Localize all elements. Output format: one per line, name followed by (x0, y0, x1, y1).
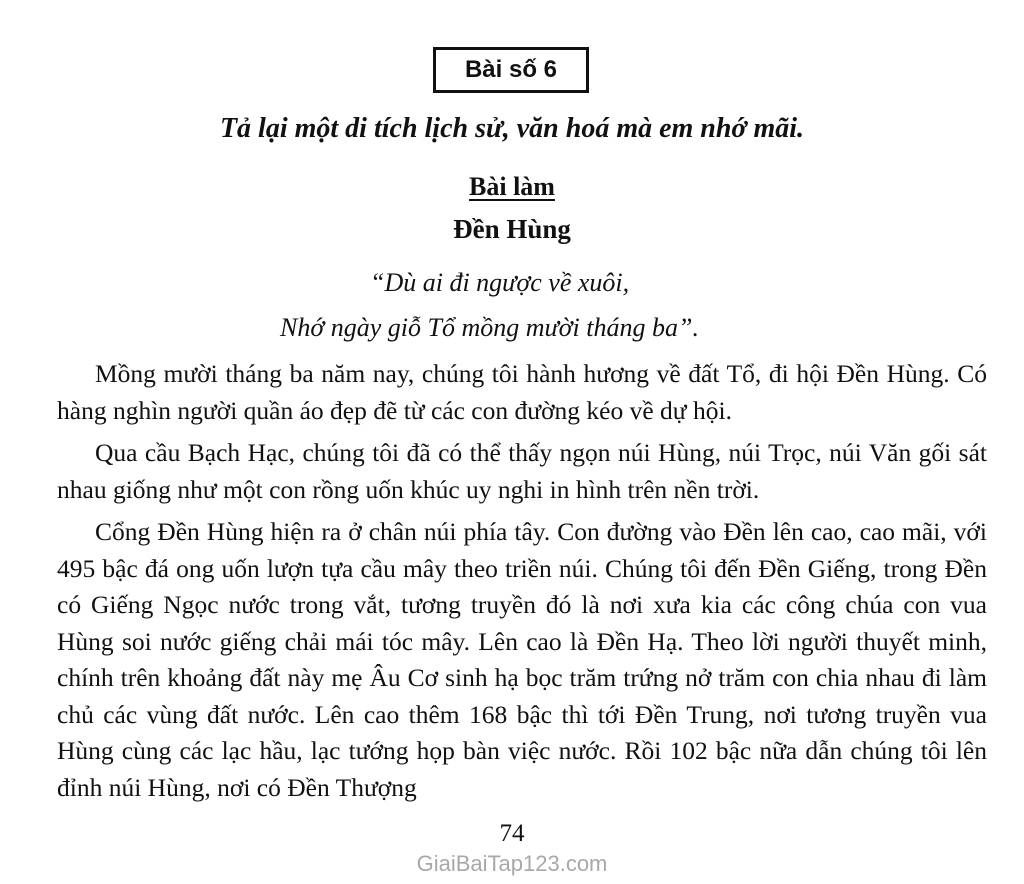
poem-line: Nhớ ngày giỗ Tổ mồng mười tháng ba”. (280, 313, 699, 342)
page-number: 74 (499, 820, 525, 847)
essay-prompt: Tả lại một di tích lịch sử, văn hoá mà em nhớ mãi. (219, 113, 805, 144)
lesson-label: Bài số 6 (464, 56, 558, 83)
answer-heading (0, 172, 1024, 202)
poem-line: “Dù ai đi ngược về xuôi, (370, 268, 630, 297)
site-watermark: GiaiBaiTap123.com (416, 851, 608, 876)
paragraph: Cổng Đền Hùng hiện ra ở chân núi phía tây. Con đường vào Đền lên cao, cao mãi, với 495 bậc đá ong uốn lượn tựa cầu mây theo triền núi. Chúng tôi đến Đền Giếng, trong Đền có Giếng Ngọc nước trong vắt, tương truyền đó là nơi xưa kia các công chúa con vua Hùng soi nước giếng chải mái tóc mây. Lên cao là Đền Hạ. Theo lời người thuyết minh, chính trên khoảng đất này mẹ Âu Cơ sinh hạ bọc trăm trứng nở trăm con chia nhau đi làm chủ các vùng đất nước. Lên cao thêm 168 bậc thì tới Đền Trung, nơi tương truyền vua Hùng cùng các lạc hầu, lạc tướng họp bàn việc nước. Rồi 102 bậc nữa dẫn chúng tôi lên đỉnh núi Hùng, nơi có Đền Thượng (57, 517, 987, 802)
paragraph: Mồng mười tháng ba năm nay, chúng tôi hành hương về đất Tổ, đi hội Đền Hùng. Có hàng nghìn người quần áo đẹp đẽ từ các con đường kéo về dự hội. (57, 359, 987, 425)
essay-title: Đền Hùng (453, 214, 571, 244)
answer-heading-label: Bài làm (469, 172, 555, 201)
essay-body (57, 356, 987, 812)
lesson-number-box (433, 47, 589, 93)
paragraph: Qua cầu Bạch Hạc, chúng tôi đã có thể thấy ngọn núi Hùng, núi Trọc, núi Văn gối sát nhau giống như một con rồng uốn khúc uy nghi in hình trên nền trời. (57, 438, 987, 504)
